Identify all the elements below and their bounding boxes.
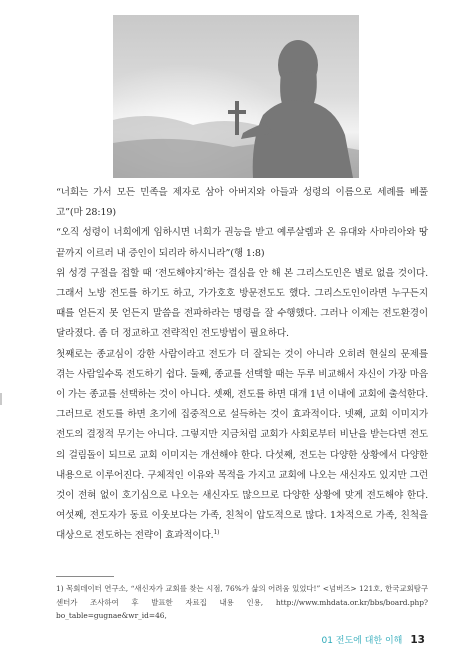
margin-tab [0,393,2,405]
footnote-text: 1) 목회데이터 연구소, “새신자가 교회를 찾는 시점, 76%가 삶의 어려움 있었다!” <넘버즈> 121호, 한국교회탐구센터가 조사하여 후 발표한 자료집 내용 인용, http://www.mhdata.or.kr/bbs/board.php?bo_table=gugnae&wr_id=46, [56,584,428,621]
silhouette-with-cross-image [113,15,359,178]
page-number: 13 [410,634,425,646]
footnote-marker[interactable]: 1) [213,529,220,537]
body-text [56,183,428,547]
footnote-divider [56,576,114,577]
footnote [56,582,428,623]
paragraph-1: 위 성경 구절을 접할 때 ‘전도해야지’하는 결심을 안 해 본 그리스도인은 별로 없을 것이다. 그래서 노방 전도를 하기도 하고, 가가호호 방문전도도 했다. 그리스도인이라면 누구든지 때를 얻든지 못 얻든지 말씀을 전파하라는 명령을 잘 수행했다. 그러나 이제는 전도환경이 달라졌다. 좀 더 정교하고 전략적인 전도방법이 필요하다. [56,267,428,340]
paragraph-2-text: 첫째로는 종교심이 강한 사람이라고 전도가 더 잘되는 것이 아니라 오히려 현실의 문제를 겪는 사람일수록 전도하기 쉽다. 둘째, 종교를 선택할 때는 두루 비교해서 자신이 가장 마음이 가는 종교를 선택하는 것이 아니다. 셋째, 전도를 하면 대개 1년 이내에 교회에 출석한다. 그러므로 전도를 하면 초기에 집중적으로 설득하는 것이 효과적이다. 넷째, 교회 이미지가 전도의 결정적 무기는 아니다. 그렇지만 지금처럼 교회가 사회로부터 비난을 받는다면 전도의 걸림돌이 되므로 교회 이미지는 개선해야 한다. 다섯째, 전도는 다양한 상황에서 다양한 내용으로 이루어진다. 구체적인 이유와 목적을 가지고 교회에 나오는 새신자도 있지만 그런 것이 전혀 없이 호기심으로 나오는 새신자도 많으므로 다양한 상황에 맞게 전도해야 한다. 여섯째, 전도자가 동료 이웃보다는 가족, 친척이 압도적으로 많다. 1차적으로 가족, 친척을 대상으로 전도하는 전략이 효과적이다. [56,348,428,542]
paragraph-2 [56,345,428,547]
quote-acts: “오직 성령이 너희에게 임하시면 너희가 권능을 받고 예루살렘과 온 유대와 사마리아와 땅 끝까지 이르러 내 증인이 되리라 하시니라”(행 1:8) [56,227,428,259]
quote-matthew: “너희는 가서 모든 민족을 제자로 삼아 아버지와 아들과 성령의 이름으로 세례를 베풀고”(마 28:19) [56,187,428,219]
page-footer [321,633,425,646]
cover-photo [113,15,359,178]
footer-section-title: 01 전도에 대한 이해 [321,636,403,646]
